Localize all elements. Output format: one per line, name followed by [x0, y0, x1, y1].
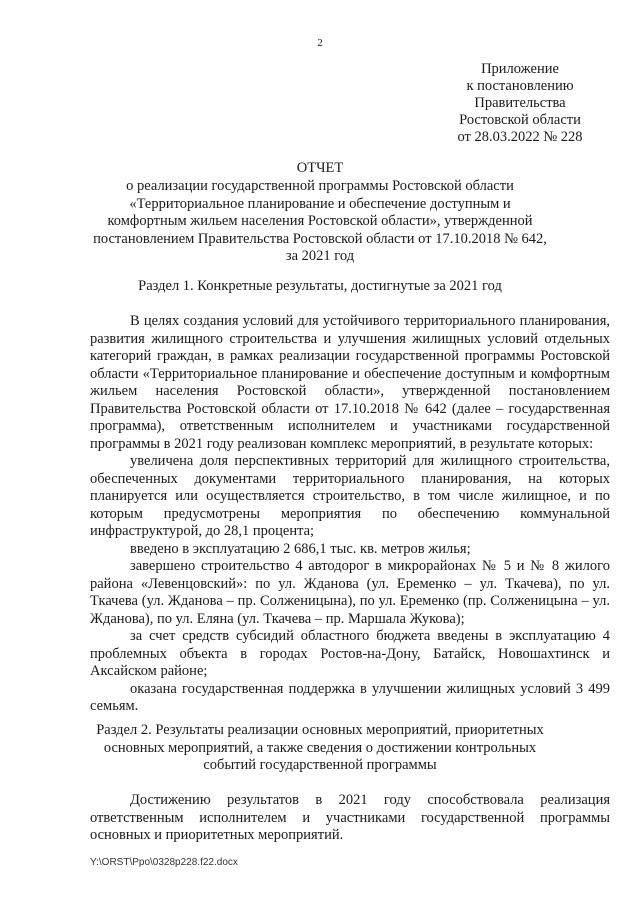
- appendix-block: [420, 61, 620, 146]
- paragraph: увеличена доля перспективных территорий для жилищного строительства, обеспеченных документами территориального планирования, на которых планируется или осуществляется строительство, в том числе жилищное, и по которым предусмотрены мероприятия по обеспечению коммунальной инфраструктурой, до 28,1 процента;: [90, 453, 610, 539]
- document-subtitle: о реализации государственной программы Ростовской области «Территориальное планирование и обеспечение доступным и комфортным жильем населения Ростовской области», утвержденной постановлением Правительства Ростовской области от 17.10.2018 № 642, за 2021 год: [93, 178, 547, 264]
- document-title: ОТЧЕТ: [296, 160, 344, 176]
- appendix-line: от 28.03.2022 № 228: [457, 129, 583, 145]
- section-2-heading: Раздел 2. Результаты реализации основных мероприятий, приоритетных основных мероприятий, а также сведения о достижении контрольных событий государственной программы: [96, 722, 544, 773]
- appendix-line: к постановлению: [466, 78, 574, 94]
- appendix-line: Ростовской области: [459, 112, 581, 128]
- file-path-footer: Y:\ORST\Ppo\0328p228.f22.docx: [90, 857, 238, 868]
- section-1-body: [90, 313, 610, 716]
- paragraph: В целях создания условий для устойчивого территориального планирования, развития жилищного строительства и улучшения жилищных условий отдельных категорий граждан, в рамках реализации государственной программы Ростовской области «Территориальное планирование и обеспечение доступным и комфортным жильем населения Ростовской области», утвержденной постановлением Правительства Ростовской области от 17.10.2018 № 642 (далее – государственная программа), ответственным исполнителем и участниками государственной программы в 2021 году реализован комплекс мероприятий, в результате которых:: [90, 313, 610, 452]
- paragraph: завершено строительство 4 автодорог в микрорайонах № 5 и № 8 жилого района «Левенцовский»: по ул. Жданова (ул. Еременко – ул. Ткачева), по ул. Ткачева (ул. Жданова – пр. Солженицына), по ул. Еременко (пр. Солженицына – ул. Жданова), по ул. Еляна (ул. Ткачева – пр. Маршала Жукова);: [90, 558, 610, 627]
- section-1-heading: Раздел 1. Конкретные результаты, достигнутые за 2021 год: [138, 278, 502, 294]
- appendix-line: Правительства: [474, 95, 566, 111]
- paragraph: оказана государственная поддержка в улучшении жилищных условий 3 499 семьям.: [90, 680, 610, 714]
- paragraph: введено в эксплуатацию 2 686,1 тыс. кв. метров жилья;: [130, 540, 471, 557]
- page-number: 2: [317, 37, 323, 49]
- section-2-body: [90, 792, 610, 845]
- paragraph: за счет средств субсидий областного бюджета введены в эксплуатацию 4 проблемных объекта в городах Ростов-на-Дону, Батайск, Новошахтинск и Аксайском районе;: [90, 628, 610, 679]
- appendix-line: Приложение: [481, 61, 559, 77]
- paragraph: Достижению результатов в 2021 году способствовала реализация ответственным исполнителем и участниками государственной программы основных и приоритетных мероприятий.: [90, 792, 610, 843]
